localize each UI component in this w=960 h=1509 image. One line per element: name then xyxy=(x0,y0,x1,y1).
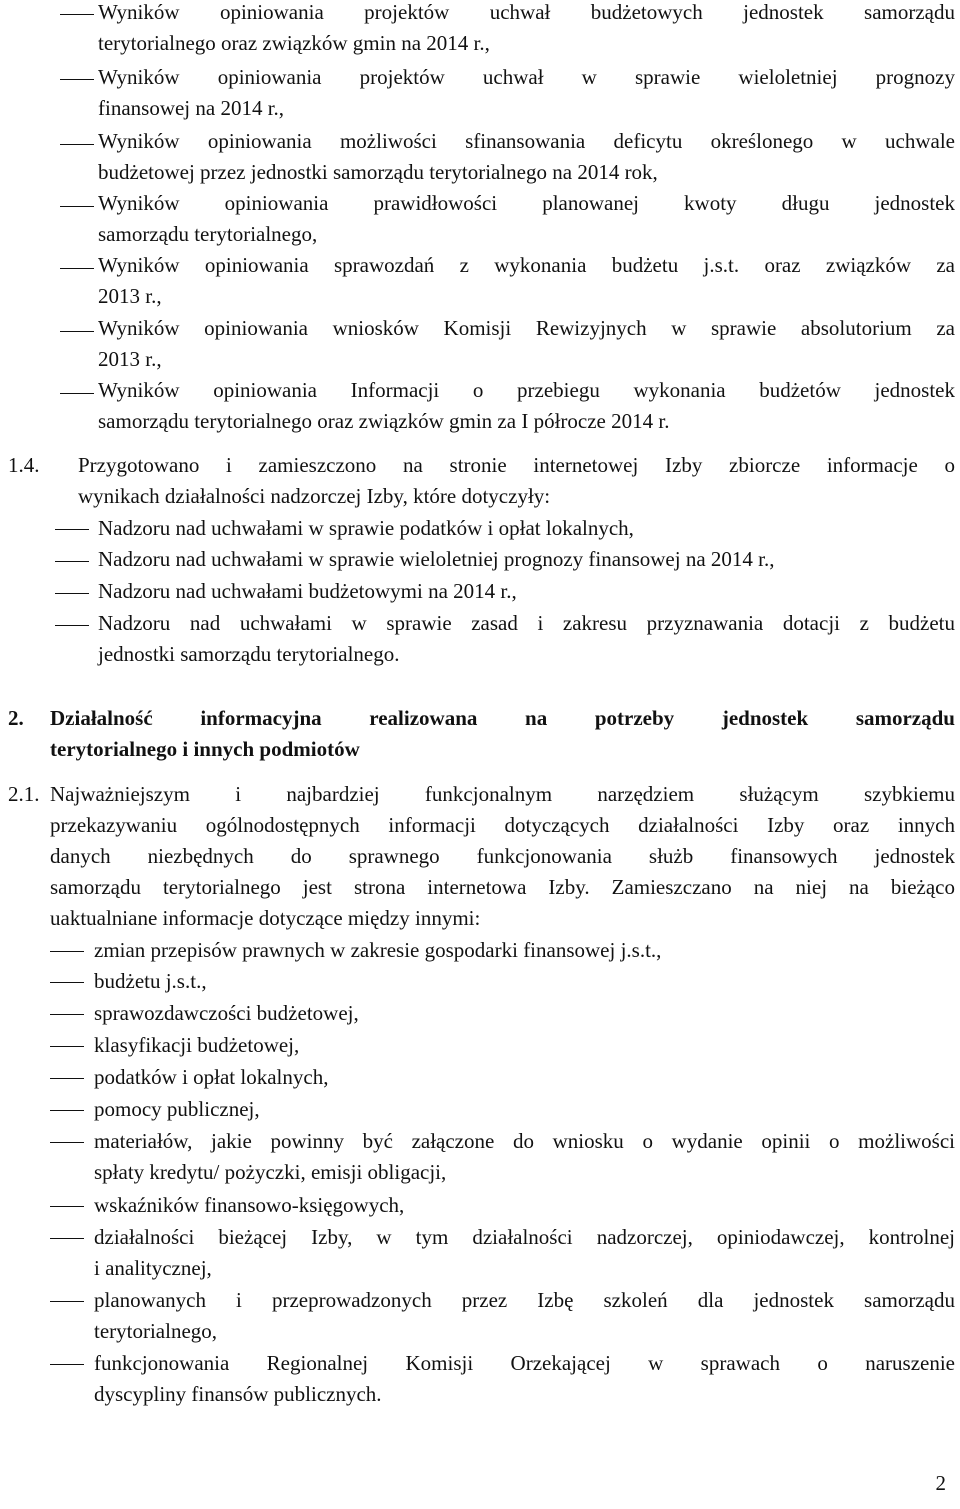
paragraph-line: danych niezbędnych do sprawnego funkcjonowania służb finansowych jednostek xyxy=(50,844,955,868)
list-item-line: Nadzoru nad uchwałami budżetowymi na 2014 r., xyxy=(98,579,517,603)
list-dash xyxy=(60,79,94,80)
list-item-line: budżetu j.s.t., xyxy=(94,969,207,993)
page-number: 2 xyxy=(935,1471,946,1495)
list-dash xyxy=(50,1110,84,1111)
list-item-line: planowanych i przeprowadzonych przez Izbę szkoleń dla jednostek samorządu xyxy=(94,1288,955,1312)
list-dash xyxy=(50,1014,84,1015)
list-dash xyxy=(50,982,84,983)
list-item-line: sprawozdawczości budżetowej, xyxy=(94,1001,359,1025)
list-item-line: Wyników opiniowania Informacji o przebiegu wykonania budżetów jednostek xyxy=(98,378,955,402)
list-item-line: terytorialnego, xyxy=(94,1319,218,1343)
list-dash xyxy=(50,951,84,952)
list-item-line: Wyników opiniowania projektów uchwał budżetowych jednostek samorządu xyxy=(98,0,955,24)
list-item-line: funkcjonowania Regionalnej Komisji Orzekającej w sprawach o naruszenie xyxy=(94,1351,955,1375)
list-item-line: samorządu terytorialnego, xyxy=(98,222,318,246)
list-dash xyxy=(60,268,94,269)
paragraph-line: Przygotowano i zamieszczono na stronie internetowej Izby zbiorcze informacje o xyxy=(78,453,955,477)
list-item-line: materiałów, jakie powinny być załączone do wniosku o wydanie opinii o możliwości xyxy=(94,1129,955,1153)
list-item-line: finansowej na 2014 r., xyxy=(98,96,285,120)
list-item-line: Wyników opiniowania projektów uchwał w sprawie wieloletniej prognozy xyxy=(98,65,955,89)
list-item-line: i analitycznej, xyxy=(94,1256,212,1280)
list-dash xyxy=(55,625,89,626)
list-item-line: samorządu terytorialnego oraz związków gmin za I półrocze 2014 r. xyxy=(98,409,670,433)
list-dash xyxy=(60,14,94,15)
list-item-line: 2013 r., xyxy=(98,347,162,371)
paragraph-line: samorządu terytorialnego jest strona internetowa Izby. Zamieszczano na niej na bieżąco xyxy=(50,875,955,899)
paragraph-line: Najważniejszym i najbardziej funkcjonalnym narzędziem służącym szybkiemu xyxy=(50,782,955,806)
section-number: 1.4. xyxy=(8,453,40,477)
section-heading: Działalność informacyjna realizowana na potrzeby jednostek samorządu xyxy=(50,706,955,730)
list-item-line: Nadzoru nad uchwałami w sprawie wieloletniej prognozy finansowej na 2014 r., xyxy=(98,547,775,571)
list-dash xyxy=(60,331,94,332)
list-item-line: działalności bieżącej Izby, w tym działalności nadzorczej, opiniodawczej, kontrolnej xyxy=(94,1225,955,1249)
list-item-line: Nadzoru nad uchwałami w sprawie podatków i opłat lokalnych, xyxy=(98,516,634,540)
list-item-line: Wyników opiniowania prawidłowości planowanej kwoty długu jednostek xyxy=(98,191,955,215)
list-dash xyxy=(60,206,94,207)
list-item-line: budżetowej przez jednostki samorządu terytorialnego na 2014 rok, xyxy=(98,160,658,184)
list-item-line: pomocy publicznej, xyxy=(94,1097,260,1121)
list-item-line: 2013 r., xyxy=(98,284,162,308)
list-dash xyxy=(50,1206,84,1207)
paragraph-line: wynikach działalności nadzorczej Izby, które dotyczyły: xyxy=(78,484,551,508)
list-dash xyxy=(55,561,89,562)
list-dash xyxy=(50,1238,84,1239)
list-item-line: wskaźników finansowo-księgowych, xyxy=(94,1193,405,1217)
list-item-line: Wyników opiniowania możliwości sfinansowania deficytu określonego w uchwale xyxy=(98,129,955,153)
list-dash xyxy=(55,529,89,530)
list-item-line: jednostki samorządu terytorialnego. xyxy=(98,642,400,666)
list-item-line: terytorialnego oraz związków gmin na 2014 r., xyxy=(98,31,490,55)
list-dash xyxy=(50,1301,84,1302)
list-dash xyxy=(55,593,89,594)
list-item-line: spłaty kredytu/ pożyczki, emisji obligacji, xyxy=(94,1160,447,1184)
list-dash xyxy=(50,1046,84,1047)
list-dash xyxy=(60,393,94,394)
list-dash xyxy=(50,1078,84,1079)
list-item-line: Wyników opiniowania wniosków Komisji Rewizyjnych w sprawie absolutorium za xyxy=(98,316,955,340)
list-dash xyxy=(60,144,94,145)
list-item-line: dyscypliny finansów publicznych. xyxy=(94,1382,382,1406)
section-heading: terytorialnego i innych podmiotów xyxy=(50,737,360,761)
list-item-line: klasyfikacji budżetowej, xyxy=(94,1033,300,1057)
section-number: 2. xyxy=(8,706,24,730)
list-item-line: Nadzoru nad uchwałami w sprawie zasad i zakresu przyznawania dotacji z budżetu xyxy=(98,611,955,635)
list-dash xyxy=(50,1142,84,1143)
list-item-line: Wyników opiniowania sprawozdań z wykonania budżetu j.s.t. oraz związków za xyxy=(98,253,955,277)
list-dash xyxy=(50,1364,84,1365)
paragraph-line: uaktualniane informacje dotyczące między innymi: xyxy=(50,906,481,930)
list-item-line: podatków i opłat lokalnych, xyxy=(94,1065,329,1089)
section-number: 2.1. xyxy=(8,782,40,806)
list-item-line: zmian przepisów prawnych w zakresie gospodarki finansowej j.s.t., xyxy=(94,938,662,962)
paragraph-line: przekazywaniu ogólnodostępnych informacji dotyczących działalności Izby oraz innych xyxy=(50,813,955,837)
